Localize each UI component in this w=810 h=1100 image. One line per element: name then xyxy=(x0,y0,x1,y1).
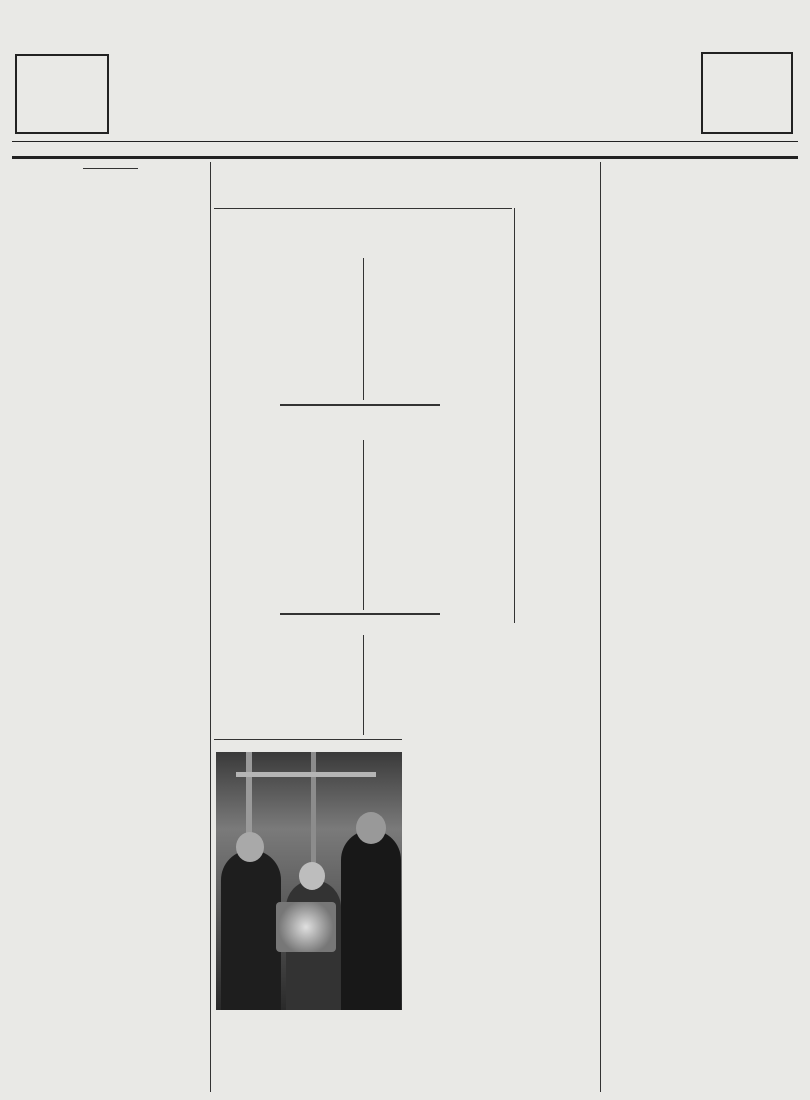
dateline-rule-top xyxy=(12,141,798,142)
taxi-strike-text-col2 xyxy=(366,635,512,735)
column-divider xyxy=(210,162,211,1092)
blue-cross-text-col1 xyxy=(214,440,360,610)
divider xyxy=(214,208,512,209)
column-divider xyxy=(363,635,364,735)
column-divider xyxy=(363,258,364,400)
divider xyxy=(83,168,138,169)
column-divider xyxy=(514,208,515,623)
divider xyxy=(280,613,440,615)
main-story-text xyxy=(517,210,597,622)
masthead xyxy=(118,50,598,135)
column-divider xyxy=(363,440,364,610)
vietnam-photo-text xyxy=(214,1012,512,1094)
ear-left-box xyxy=(15,54,109,134)
divider xyxy=(214,739,402,740)
column-divider xyxy=(600,162,601,1092)
vietnam-christmas-photo xyxy=(216,752,402,1010)
taxi-strike-text-col1 xyxy=(214,635,360,735)
world-brief-text xyxy=(14,585,206,1045)
ear-right-box xyxy=(701,52,793,134)
news-brief-column xyxy=(14,163,206,1045)
dateline-rule-bottom xyxy=(12,156,798,159)
divider xyxy=(280,404,440,406)
ny-demo-text-col2 xyxy=(366,258,512,400)
ny-demo-text-col1 xyxy=(214,258,360,400)
america-brief-text xyxy=(14,173,206,583)
blue-cross-text-col2 xyxy=(366,440,512,610)
